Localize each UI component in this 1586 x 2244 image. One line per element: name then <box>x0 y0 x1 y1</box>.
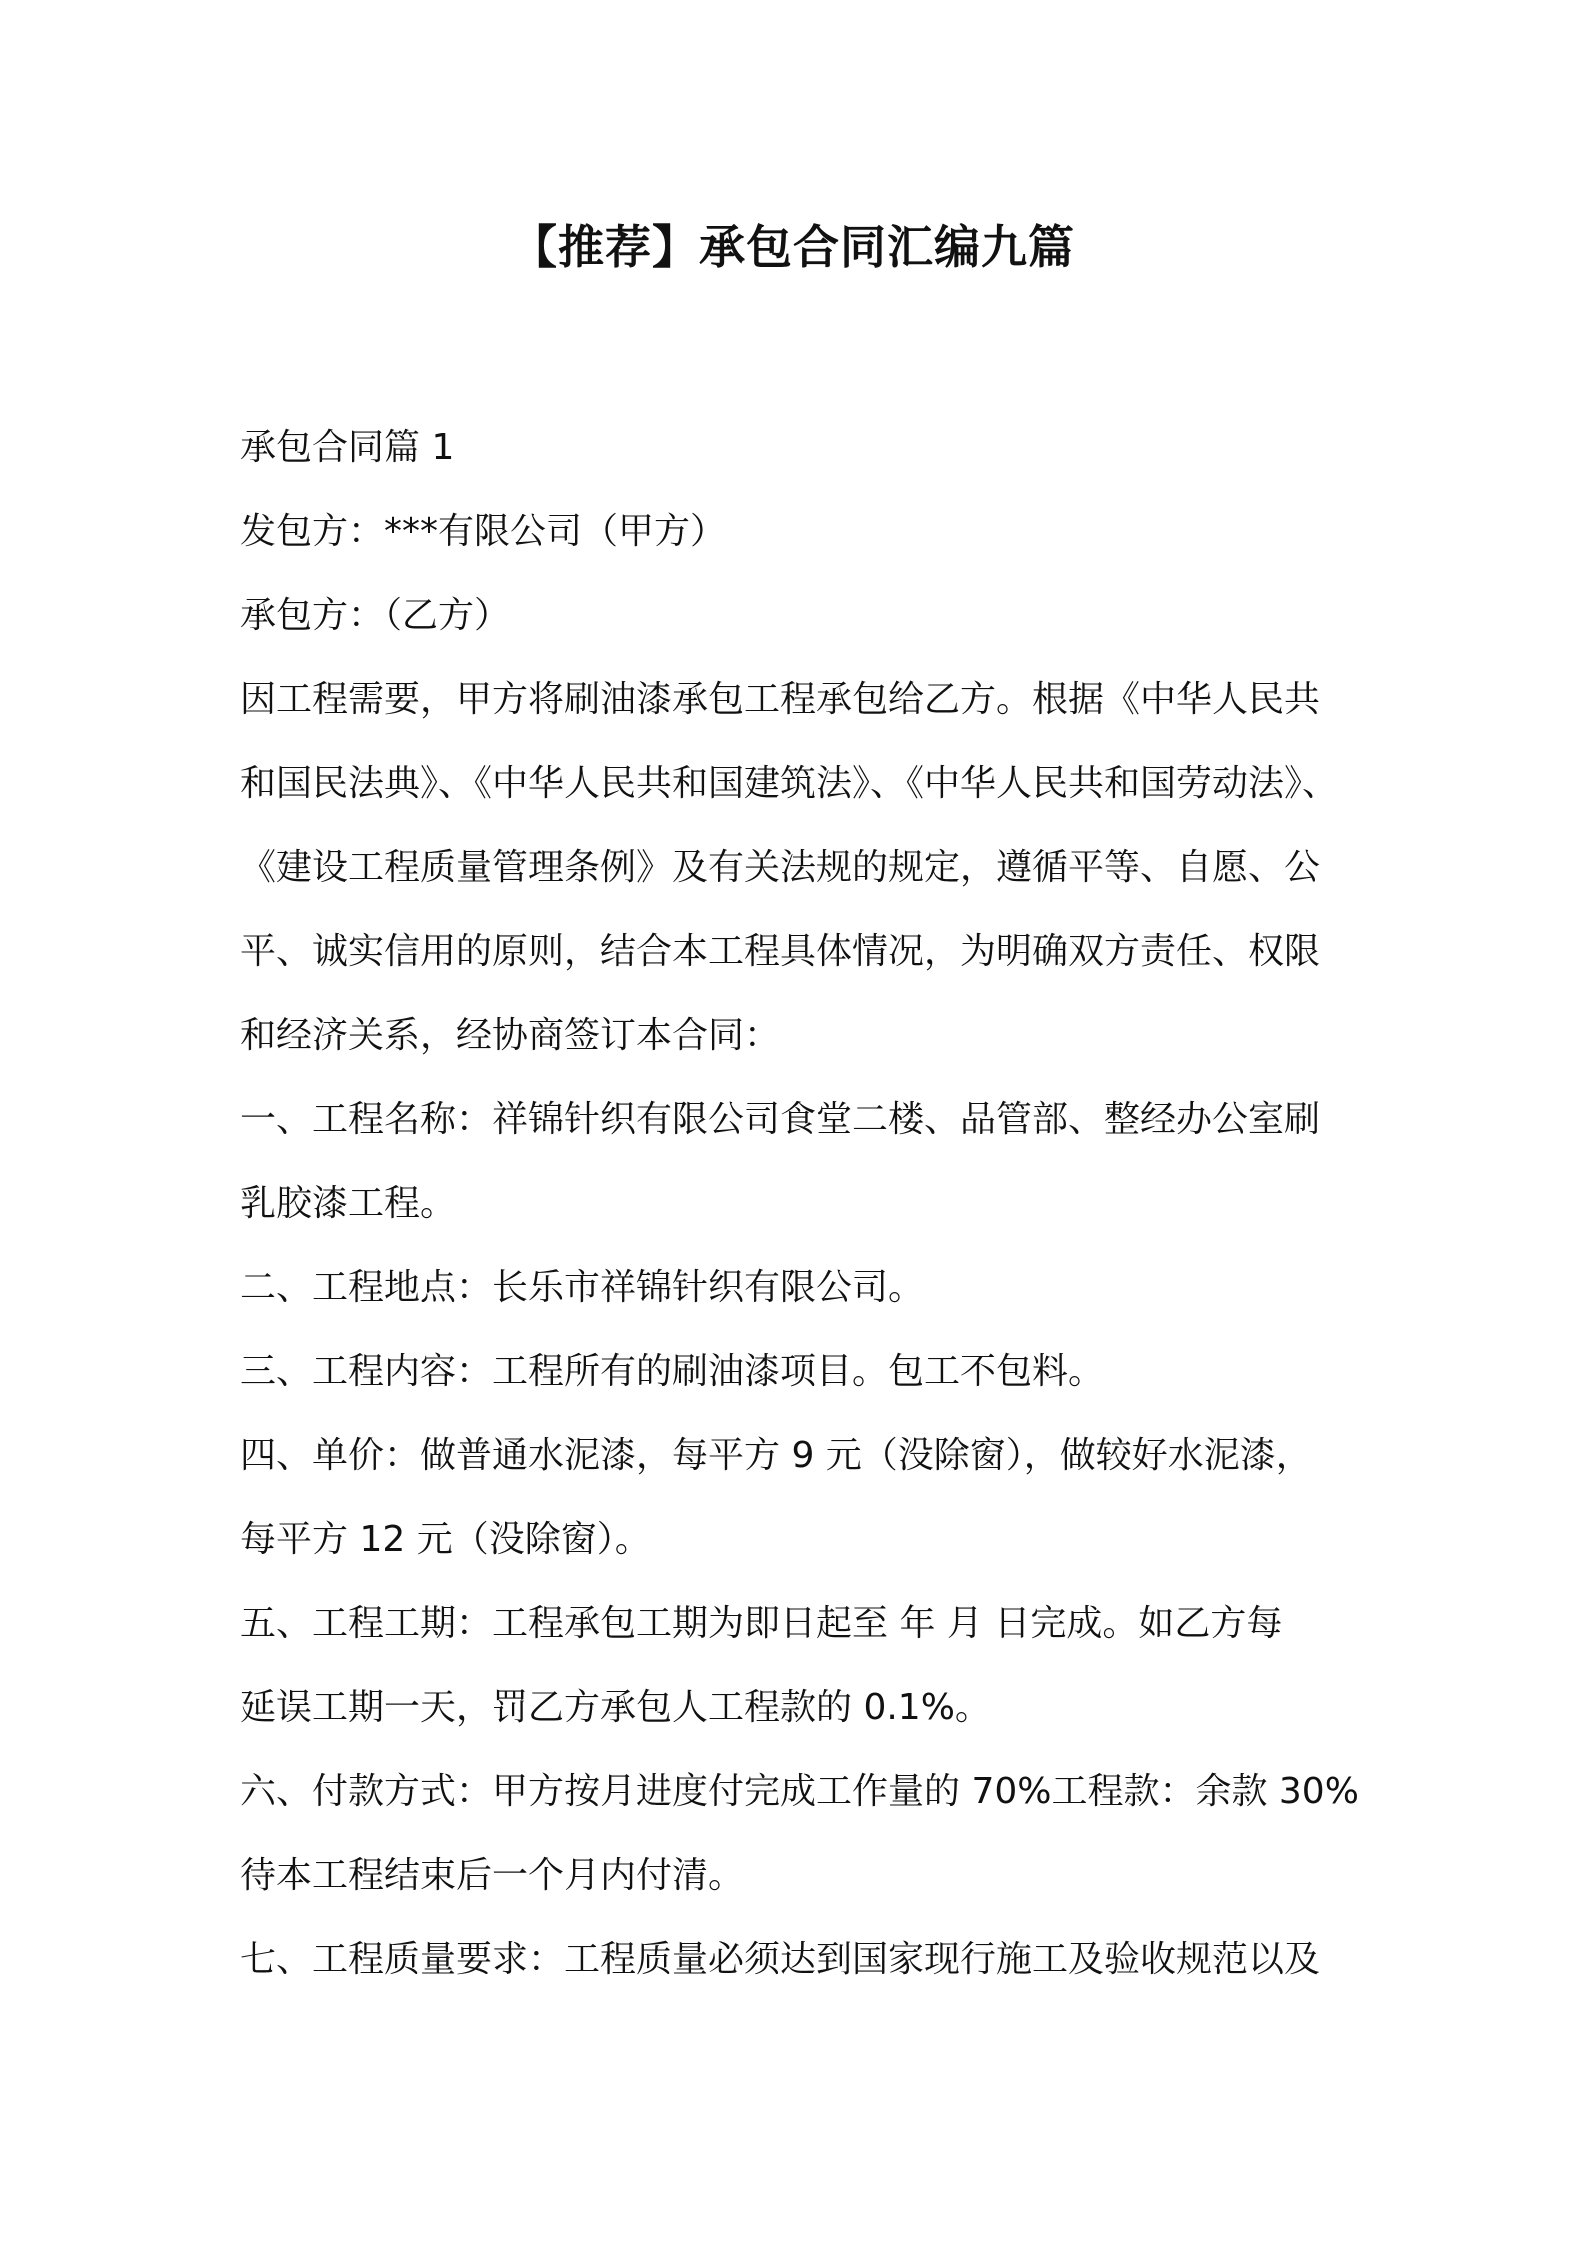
text-line: 五、工程工期：工程承包工期为即日起至 年 月 日完成。如乙方每 <box>240 1603 1283 1644</box>
text-line: 发包方：***有限公司（甲方） <box>240 511 727 552</box>
paragraph-line <box>240 658 1360 742</box>
paragraph-line <box>240 742 1360 826</box>
party-a-line <box>240 490 1360 574</box>
text-line: 承包方：（乙方） <box>240 595 511 636</box>
clause-line <box>240 1330 1360 1414</box>
text-line: 七、工程质量要求：工程质量必须达到国家现行施工及验收规范以及 <box>240 1939 1321 1980</box>
paragraph-line <box>240 826 1360 910</box>
section-heading <box>240 406 1360 490</box>
clause-line <box>240 1834 1360 1918</box>
text-line: 六、付款方式：甲方按月进度付完成工作量的 70%工程款：余款 30% <box>240 1771 1359 1812</box>
text-line: 二、工程地点：长乐市祥锦针织有限公司。 <box>240 1267 925 1308</box>
clause-line <box>240 1666 1360 1750</box>
clause-line <box>240 1582 1360 1666</box>
text-line: 待本工程结束后一个月内付清。 <box>240 1855 745 1896</box>
document-body <box>240 406 1360 2002</box>
text-line: 四、单价：做普通水泥漆，每平方 9 元（没除窗），做较好水泥漆， <box>240 1435 1312 1476</box>
paragraph-line <box>240 910 1360 994</box>
clause-line <box>240 1414 1360 1498</box>
clause-line <box>240 1918 1360 2002</box>
text-line: 平、诚实信用的原则，结合本工程具体情况，为明确双方责任、权限 <box>240 931 1321 972</box>
text-line: 因工程需要，甲方将刷油漆承包工程承包给乙方。根据《中华人民共 <box>240 679 1321 720</box>
party-b-line <box>240 574 1360 658</box>
text-line: 三、工程内容：工程所有的刷油漆项目。包工不包料。 <box>240 1351 1105 1392</box>
text-line: 每平方 12 元（没除窗）。 <box>240 1519 651 1560</box>
text-line: 《建设工程质量管理条例》及有关法规的规定，遵循平等、自愿、公 <box>240 847 1321 888</box>
text-line: 一、工程名称：祥锦针织有限公司食堂二楼、品管部、整经办公室刷 <box>240 1099 1321 1140</box>
clause-line <box>240 1246 1360 1330</box>
clause-line <box>240 1162 1360 1246</box>
text-line: 延误工期一天，罚乙方承包人工程款的 0.1%。 <box>240 1687 991 1728</box>
document-title: 【推荐】承包合同汇编九篇 <box>511 220 1075 274</box>
text-line: 和国民法典》、《中华人民共和国建筑法》、《中华人民共和国劳动法》、 <box>240 763 1339 804</box>
text-line: 和经济关系，经协商签订本合同： <box>240 1015 781 1056</box>
text-line: 乳胶漆工程。 <box>240 1183 457 1224</box>
clause-line <box>240 1750 1360 1834</box>
paragraph-line <box>240 994 1360 1078</box>
text-line: 承包合同篇 1 <box>240 427 455 468</box>
clause-line <box>240 1078 1360 1162</box>
clause-line <box>240 1498 1360 1582</box>
